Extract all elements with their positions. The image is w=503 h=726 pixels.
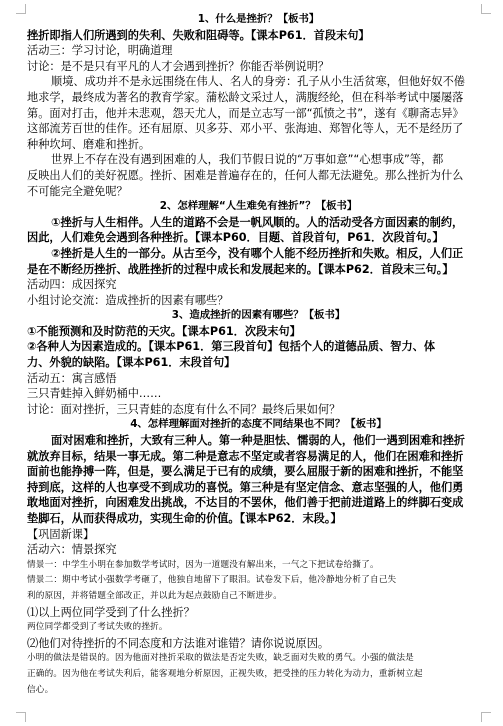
definition-line: 挫折即指人们所遇到的失利、失败和阻碍等。【课本P61．首段末句】 (27, 28, 370, 42)
answer-line: 小明的做法是错误的。因为他面对挫折采取的做法是否定失败，缺乏面对失败的勇气。小强的做法是 (27, 653, 414, 664)
scenario-line: 利的原因，并将错题全部改正，并以此为起点鼓励自己不断进步。 (27, 590, 283, 601)
scenario-line: 情景一：中学生小明在参加数学考试时，因为一道题没有解出来，一气之下把试卷给撕了。 (27, 559, 379, 570)
activity-label: 活动五：寓言感悟 (27, 371, 117, 385)
paragraph-line: 地求学，最终成为著名的教育学家。蒲松龄文采过人，满腹经纶，但在科举考试中屡屡落 (27, 90, 464, 104)
question-line: ⑵他们对待挫折的不同态度和方法谁对谁错？请你说说原因。 (27, 636, 330, 650)
paragraph-line: 反映出人们的美好祝愿。挫折、困难是普遍存在的，任何人都无法避免。那么挫折为什么 (27, 168, 464, 182)
point-line: 是在不断经历挫折、战胜挫折的过程中成长和发展起来的。【课本P62．首段末三句。】 (27, 262, 454, 276)
paragraph-line: 种种坎坷、磨难和挫折。 (27, 137, 151, 151)
paragraph-line: 敢地面对挫折，向困难发出挑战，不达目的不罢休，他们善于把前进道路上的绊脚石变成 (27, 496, 464, 510)
paragraph-line: 世界上不存在没有遇到困难的人，我们节假日说的“万事如意”“心想事成”等，都 (51, 153, 444, 167)
point-line: ②挫折是人生的一部分。从古至今，没有哪个人能不经历挫折和失败。相反，人们正 (51, 246, 464, 260)
point-line: ①挫折与人生相伴。人生的道路不会是一帆风顺的。人的活动受各方面因素的制约， (51, 215, 464, 229)
section-heading: 4、怎样理解面对挫折的态度不同结果也不同？【板书】 (130, 418, 387, 431)
paragraph-line: 面对困难和挫折，大致有三种人。第一种是胆怯、懦弱的人，他们一遇到困难和挫折 (51, 434, 465, 448)
point-line: 力、外貌的缺陷。【课本P61．末段首句】 (27, 356, 236, 370)
crop-mark-top-left (16, 4, 26, 14)
crop-mark-bottom-right (481, 712, 491, 722)
point-line: 因此，人们难免会遇到各种挫折。【课本P60．目题、首段首句，P61．次段首句。】 (27, 231, 444, 245)
section-heading: 2、怎样理解“人生难免有挫折”？【板书】 (159, 200, 358, 213)
activity-label: 活动四：成因探究 (27, 278, 117, 292)
paragraph-line: 垫脚石，从而获得成功，实现生命的价值。【课本P62．末段。】 (27, 512, 342, 525)
paragraph-line: 持到底，这样的人也享受不到成功的喜悦。第三种是有坚定信念、意志坚强的人，他们勇 (27, 480, 464, 494)
crop-mark-bottom-left (16, 712, 26, 722)
point-line: ①不能预测和及时防范的天灾。【课本P61．次段末句】 (27, 324, 301, 338)
answer-line: 正确的。因为他在考试失利后，能客观地分析原因，正视失败，把受挫的压力转化为动力，重新树立起 (27, 668, 423, 679)
question-line: ⑴以上两位同学受到了什么挫折？ (27, 605, 195, 619)
paragraph-line: 面前也能挣搏一阵，但是，要么满足于已有的成绩，要么屈服于新的困难和挫折，不能坚 (27, 465, 464, 479)
scenario-line: 情景二：期中考试小强数学考砸了，他独自地留下了眼泪。试卷发下后，他冷静地分析了自己失 (27, 575, 397, 586)
activity-label: 活动三：学习讨论，明确道理 (27, 44, 173, 58)
paragraph-line: 就放弃目标，结果一事无成。第二种是意志不坚定或者容易满足的人，他们在困难和挫折 (27, 449, 464, 463)
section-heading: 3、造成挫折的因素有哪些？【板书】 (171, 309, 346, 322)
section-heading: 1、什么是挫折？【板书】 (197, 13, 320, 25)
answer-line: 两位同学都受到了考试失败的挫折。 (27, 622, 168, 633)
discussion-question: 讨论：是不是只有平凡的人才会遇到挫折？你能否举例说明？ (27, 59, 330, 73)
point-line: ②各种人为因素造成的。【课本P61．第三段首句】包括个人的道德品质、智力、体 (27, 340, 436, 354)
paragraph-line: 顺境、成功并不是永远围绕在伟人、名人的身旁：孔子从小生活贫寒，但他好奴不倦 (51, 75, 465, 89)
review-heading: 【巩固新课】 (27, 527, 95, 541)
answer-line: 信心。 (27, 684, 54, 695)
fable-text: 三只青蛙掉入鲜奶桶中…… (27, 387, 162, 401)
paragraph-line: 这部流芳百世的佳作。还有屈原、贝多芬、邓小平、张海迪、郑智化等人，无不是经历了 (27, 122, 464, 136)
paragraph-line: 第。面对打击，他并未悲观，怨天尤人，而是立志写一部“孤愤之书”，遂有《聊斋志异》 (27, 106, 464, 120)
document-body (27, 12, 490, 698)
discussion-question: 小组讨论交流：造成挫折的因素有哪些？ (27, 293, 229, 307)
discussion-question: 讨论：面对挫折，三只青蛙的态度有什么不同？最终后果如何？ (27, 402, 341, 416)
activity-label: 活动六：情景探究 (27, 543, 117, 557)
paragraph-line: 不可能完全避免呢？ (27, 184, 128, 198)
